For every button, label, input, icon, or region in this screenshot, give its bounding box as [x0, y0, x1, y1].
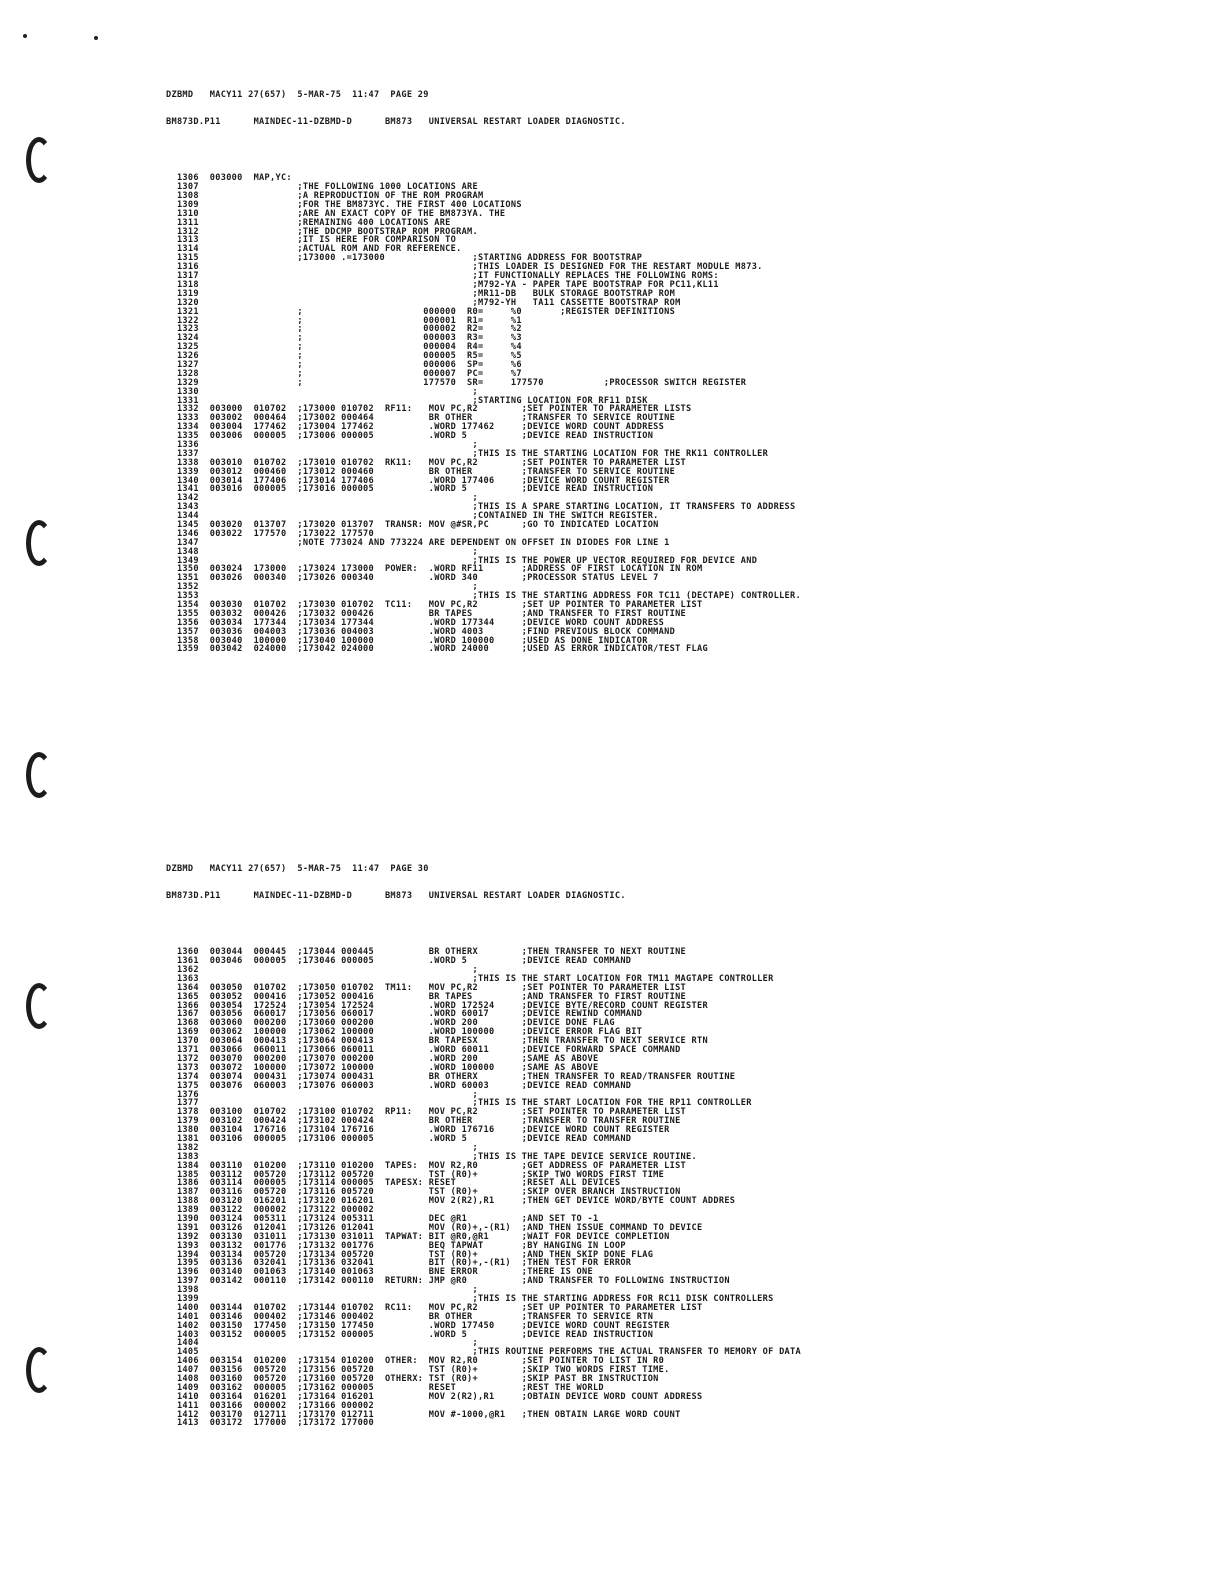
- listing-line: 1306 003000 MAP,YC:: [166, 173, 292, 184]
- listing-line: 1402 003150 177450 ;173150 177450 .WORD 177450 ;DEVICE WORD COUNT REGISTER: [166, 1320, 670, 1331]
- listing-line: 1322 ; 000001 R1= %1: [166, 315, 522, 326]
- listing-line: 1377 ;THIS IS THE START LOCATION FOR THE RP11 CONTROLLER: [166, 1098, 752, 1109]
- listing-line: 1400 003144 010702 ;173144 010702 RC11: MOV PC,R2 ;SET UP POINTER TO PARAMETER LIST: [166, 1302, 703, 1313]
- listing-line: 1383 ;THIS IS THE TAPE DEVICE SERVICE ROUTINE.: [166, 1151, 697, 1162]
- listing-line: 1325 ; 000004 R4= %4: [166, 342, 522, 353]
- listing-line: 1404 ;: [166, 1338, 479, 1349]
- listing-line: 1356 003034 177344 ;173034 177344 .WORD 177344 ;DEVICE WORD COUNT ADDRESS: [166, 617, 665, 628]
- listing-line: 1318 ;M792-YA - PAPER TAPE BOOTSTRAP FOR PC11,KL11: [166, 279, 719, 290]
- listing-line: 1336 ;: [166, 439, 479, 450]
- listing-line: 1367 003056 060017 ;173056 060017 .WORD 60017 ;DEVICE REWIND COMMAND: [166, 1009, 643, 1020]
- listing-line: 1386 003114 000005 ;173114 000005 TAPESX: RESET ;RESET ALL DEVICES: [166, 1178, 621, 1189]
- listing-line: 1391 003126 012041 ;173126 012041 MOV (R0)+,-(R1) ;AND THEN ISSUE COMMAND TO DEVICE: [166, 1222, 703, 1233]
- listing-page-30: [166, 847, 1206, 1437]
- page-header-line-1: DZBMD MACY11 27(657) 5-MAR-75 11:47 PAGE 30: [166, 863, 429, 874]
- listing-line: 1346 003022 177570 ;173022 177570: [166, 528, 375, 539]
- listing-line: 1328 ; 000007 PC= %7: [166, 368, 522, 379]
- listing-line: 1332 003000 010702 ;173000 010702 RF11: MOV PC,R2 ;SET POINTER TO PARAMETER LISTS: [166, 404, 692, 415]
- speck-mark: [23, 34, 27, 38]
- page-header-line-2: BM873D.P11 MAINDEC-11-DZBMD-D BM873 UNIVERSAL RESTART LOADER DIAGNOSTIC.: [166, 117, 626, 128]
- listing-line: 1368 003060 000200 ;173060 000200 .WORD 200 ;DEVICE DONE FLAG: [166, 1018, 615, 1029]
- listing-line: 1387 003116 005720 ;173116 005720 TST (R0)+ ;SKIP OVER BRANCH INSTRUCTION: [166, 1187, 681, 1198]
- listing-body: [166, 948, 1206, 1428]
- listing-line: 1398 ;: [166, 1285, 479, 1296]
- binder-hole-icon: [26, 137, 52, 183]
- listing-line: 1363 ;THIS IS THE START LOCATION FOR TM11 MAGTAPE CONTROLLER: [166, 973, 774, 984]
- listing-line: 1406 003154 010200 ;173154 010200 OTHER: MOV R2,R0 ;SET POINTER TO LIST IN R0: [166, 1356, 665, 1367]
- listing-line: 1390 003124 005311 ;173124 005311 DEC @R1 ;AND SET TO -1: [166, 1213, 599, 1224]
- listing-line: 1320 ;M792-YH TA11 CASSETTE BOOTSTRAP ROM: [166, 297, 681, 308]
- listing-line: 1378 003100 010702 ;173100 010702 RP11: MOV PC,R2 ;SET POINTER TO PARAMETER LIST: [166, 1107, 687, 1118]
- listing-line: 1384 003110 010200 ;173110 010200 TAPES: MOV R2,R0 ;GET ADDRESS OF PARAMETER LIST: [166, 1160, 687, 1171]
- listing-line: 1412 003170 012711 ;173170 012711 MOV #-1000,@R1 ;THEN OBTAIN LARGE WORD COUNT: [166, 1409, 681, 1420]
- listing-line: 1392 003130 031011 ;173130 031011 TAPWAT: BIT @R0,@R1 ;WAIT FOR DEVICE COMPLETION: [166, 1231, 670, 1242]
- speck-mark: [94, 36, 98, 40]
- listing-line: 1344 ;CONTAINED IN THE SWITCH REGISTER.: [166, 511, 659, 522]
- listing-line: 1330 ;: [166, 386, 479, 397]
- listing-line: 1312 ;THE DDCMP BOOTSTRAP ROM PROGRAM.: [166, 226, 479, 237]
- listing-line: 1375 003076 060003 ;173076 060003 .WORD 60003 ;DEVICE READ COMMAND: [166, 1080, 632, 1091]
- listing-line: 1327 ; 000006 SP= %6: [166, 359, 522, 370]
- listing-line: 1309 ;FOR THE BM873YC. THE FIRST 400 LOCATIONS: [166, 199, 522, 210]
- page-header-line-1: DZBMD MACY11 27(657) 5-MAR-75 11:47 PAGE 29: [166, 89, 429, 100]
- listing-line: 1338 003010 010702 ;173010 010702 RK11: MOV PC,R2 ;SET POINTER TO PARAMETER LIST: [166, 457, 687, 468]
- listing-line: 1385 003112 005720 ;173112 005720 TST (R0)+ ;SKIP TWO WORDS FIRST TIME: [166, 1169, 665, 1180]
- listing-line: 1403 003152 000005 ;173152 000005 .WORD 5 ;DEVICE READ INSTRUCTION: [166, 1329, 654, 1340]
- listing-line: 1315 ;173000 .=173000 ;STARTING ADDRESS FOR BOOTSTRAP: [166, 253, 643, 264]
- listing-line: 1408 003160 005720 ;173160 005720 OTHERX: TST (R0)+ ;SKIP PAST BR INSTRUCTION: [166, 1374, 659, 1384]
- listing-line: 1314 ;ACTUAL ROM AND FOR REFERENCE.: [166, 244, 462, 255]
- listing-line: 1341 003016 000005 ;173016 000005 .WORD 5 ;DEVICE READ INSTRUCTION: [166, 484, 654, 495]
- binder-hole-icon: [26, 520, 52, 566]
- listing-line: 1355 003032 000426 ;173032 000426 BR TAPES ;AND TRANSFER TO FIRST ROUTINE: [166, 608, 687, 619]
- listing-line: 1389 003122 000002 ;173122 000002: [166, 1205, 375, 1216]
- listing-line: 1334 003004 177462 ;173004 177462 .WORD 177462 ;DEVICE WORD COUNT ADDRESS: [166, 422, 665, 433]
- listing-line: 1365 003052 000416 ;173052 000416 BR TAPES ;AND TRANSFER TO FIRST ROUTINE: [166, 991, 687, 1002]
- listing-line: 1326 ; 000005 R5= %5: [166, 351, 522, 362]
- listing-line: 1337 ;THIS IS THE STARTING LOCATION FOR THE RK11 CONTROLLER: [166, 448, 769, 459]
- listing-line: 1354 003030 010702 ;173030 010702 TC11: MOV PC,R2 ;SET UP POINTER TO PARAMETER LIST: [166, 600, 703, 610]
- listing-line: 1379 003102 000424 ;173102 000424 BR OTHER ;TRANSFER TO TRANSFER ROUTINE: [166, 1116, 681, 1127]
- listing-line: 1358 003040 100000 ;173040 100000 .WORD 100000 ;USED AS DONE INDICATOR: [166, 635, 648, 646]
- listing-line: 1321 ; 000000 R0= %0 ;REGISTER DEFINITIONS: [166, 306, 676, 317]
- listing-line: 1366 003054 172524 ;173054 172524 .WORD 172524 ;DEVICE BYTE/RECORD COUNT REGISTER: [166, 1000, 708, 1011]
- binder-hole-icon: [26, 983, 52, 1029]
- listing-line: 1373 003072 100000 ;173072 100000 .WORD 100000 ;SAME AS ABOVE: [166, 1062, 599, 1073]
- listing-line: 1313 ;IT IS HERE FOR COMPARISON TO: [166, 235, 457, 246]
- listing-line: 1359 003042 024000 ;173042 024000 .WORD 24000 ;USED AS ERROR INDICATOR/TEST FLAG: [166, 644, 708, 655]
- listing-line: 1362 ;: [166, 965, 479, 976]
- listing-line: 1329 ; 177570 SR= 177570 ;PROCESSOR SWITCH REGISTER: [166, 377, 747, 388]
- listing-line: 1348 ;: [166, 546, 479, 557]
- listing-line: 1310 ;ARE AN EXACT COPY OF THE BM873YA. THE: [166, 208, 506, 219]
- listing-line: 1349 ;THIS IS THE POWER UP VECTOR REQUIRED FOR DEVICE AND: [166, 555, 758, 566]
- listing-line: 1393 003132 001776 ;173132 001776 BEQ TAPWAT ;BY HANGING IN LOOP: [166, 1240, 626, 1251]
- listing-line: 1370 003064 000413 ;173064 000413 BR TAPESX ;THEN TRANSFER TO NEXT SERVICE RTN: [166, 1036, 708, 1047]
- listing-line: 1405 ;THIS ROUTINE PERFORMS THE ACTUAL TRANSFER TO MEMORY OF DATA: [166, 1347, 801, 1358]
- listing-line: 1413 003172 177000 ;173172 177000: [166, 1418, 375, 1429]
- listing-page-29: [166, 73, 1206, 663]
- listing-line: 1409 003162 000005 ;173162 000005 RESET ;REST THE WORLD: [166, 1382, 604, 1393]
- binder-hole-icon: [26, 752, 52, 798]
- listing-line: 1395 003136 032041 ;173136 032041 BIT (R0)+,-(R1) ;THEN TEST FOR ERROR: [166, 1258, 632, 1269]
- listing-line: 1410 003164 016201 ;173164 016201 MOV 2(R2),R1 ;OBTAIN DEVICE WORD COUNT ADDRESS: [166, 1391, 703, 1402]
- listing-line: 1369 003062 100000 ;173062 100000 .WORD 100000 ;DEVICE ERROR FLAG BIT: [166, 1027, 643, 1038]
- listing-line: 1382 ;: [166, 1142, 479, 1153]
- listing-line: 1394 003134 005720 ;173134 005720 TST (R0)+ ;AND THEN SKIP DONE FLAG: [166, 1249, 654, 1260]
- listing-line: 1357 003036 004003 ;173036 004003 .WORD 4003 ;FIND PREVIOUS BLOCK COMMAND: [166, 626, 676, 637]
- listing-line: 1324 ; 000003 R3= %3: [166, 333, 522, 344]
- listing-line: 1308 ;A REPRODUCTION OF THE ROM PROGRAM: [166, 191, 484, 202]
- listing-line: 1345 003020 013707 ;173020 013707 TRANSR: MOV @#SR,PC ;GO TO INDICATED LOCATION: [166, 519, 659, 530]
- listing-line: 1411 003166 000002 ;173166 000002: [166, 1400, 375, 1411]
- listing-line: 1316 ;THIS LOADER IS DESIGNED FOR THE RESTART MODULE M873.: [166, 262, 763, 273]
- listing-line: 1399 ;THIS IS THE STARTING ADDRESS FOR RC11 DISK CONTROLLERS: [166, 1293, 774, 1304]
- listing-line: 1371 003066 060011 ;173066 060011 .WORD 60011 ;DEVICE FORWARD SPACE COMMAND: [166, 1045, 681, 1056]
- listing-line: 1323 ; 000002 R2= %2: [166, 324, 522, 335]
- listing-line: 1360 003044 000445 ;173044 000445 BR OTHERX ;THEN TRANSFER TO NEXT ROUTINE: [166, 947, 687, 958]
- listing-line: 1372 003070 000200 ;173070 000200 .WORD 200 ;SAME AS ABOVE: [166, 1053, 599, 1064]
- listing-line: 1317 ;IT FUNCTIONALLY REPLACES THE FOLLOWING ROMS:: [166, 271, 719, 282]
- listing-line: 1350 003024 173000 ;173024 173000 POWER: .WORD RF11 ;ADDRESS OF FIRST LOCATION IN ROM: [166, 564, 703, 575]
- page-header-line-2: BM873D.P11 MAINDEC-11-DZBMD-D BM873 UNIVERSAL RESTART LOADER DIAGNOSTIC.: [166, 891, 626, 902]
- listing-line: 1374 003074 000431 ;173074 000431 BR OTHERX ;THEN TRANSFER TO READ/TRANSFER ROUTINE: [166, 1071, 736, 1082]
- listing-line: 1381 003106 000005 ;173106 000005 .WORD 5 ;DEVICE READ COMMAND: [166, 1133, 632, 1144]
- listing-line: 1361 003046 000005 ;173046 000005 .WORD 5 ;DEVICE READ COMMAND: [166, 956, 632, 967]
- listing-line: 1376 ;: [166, 1089, 479, 1100]
- listing-line: 1401 003146 000402 ;173146 000402 BR OTHER ;TRANSFER TO SERVICE RTN: [166, 1311, 654, 1322]
- listing-body: [166, 174, 1206, 654]
- listing-line: 1311 ;REMAINING 400 LOCATIONS ARE: [166, 217, 451, 228]
- listing-line: 1342 ;: [166, 493, 479, 504]
- listing-line: 1352 ;: [166, 582, 479, 593]
- listing-line: 1388 003120 016201 ;173120 016201 MOV 2(R2),R1 ;THEN GET DEVICE WORD/BYTE COUNT ADDRES: [166, 1196, 736, 1207]
- listing-line: 1347 ;NOTE 773024 AND 773224 ARE DEPENDENT ON OFFSET IN DIODES FOR LINE 1: [166, 537, 670, 548]
- listing-line: 1343 ;THIS IS A SPARE STARTING LOCATION, IT TRANSFERS TO ADDRESS: [166, 502, 796, 513]
- listing-line: 1396 003140 001063 ;173140 001063 BNE ERROR ;THERE IS ONE: [166, 1267, 593, 1278]
- listing-line: 1407 003156 005720 ;173156 005720 TST (R0)+ ;SKIP TWO WORDS FIRST TIME.: [166, 1365, 670, 1376]
- listing-line: 1339 003012 000460 ;173012 000460 BR OTHER ;TRANSFER TO SERVICE ROUTINE: [166, 466, 676, 477]
- listing-line: 1351 003026 000340 ;173026 000340 .WORD 340 ;PROCESSOR STATUS LEVEL 7: [166, 573, 659, 584]
- listing-line: 1364 003050 010702 ;173050 010702 TM11: MOV PC,R2 ;SET POINTER TO PARAMETER LIST: [166, 982, 687, 993]
- listing-line: 1333 003002 000464 ;173002 000464 BR OTHER ;TRANSFER TO SERVICE ROUTINE: [166, 413, 676, 424]
- listing-line: 1319 ;MR11-DB BULK STORAGE BOOTSTRAP ROM: [166, 288, 676, 299]
- binder-hole-icon: [26, 1347, 52, 1393]
- listing-line: 1331 ;STARTING LOCATION FOR RF11 DISK: [166, 395, 648, 406]
- listing-line: 1335 003006 000005 ;173006 000005 .WORD 5 ;DEVICE READ INSTRUCTION: [166, 431, 654, 442]
- listing-line: 1380 003104 176716 ;173104 176716 .WORD 176716 ;DEVICE WORD COUNT REGISTER: [166, 1125, 670, 1136]
- listing-line: 1397 003142 000110 ;173142 000110 RETURN: JMP @R0 ;AND TRANSFER TO FOLLOWING INSTRUCTION: [166, 1276, 730, 1287]
- listing-line: 1353 ;THIS IS THE STARTING ADDRESS FOR TC11 (DECTAPE) CONTROLLER.: [166, 591, 801, 602]
- listing-line: 1340 003014 177406 ;173014 177406 .WORD 177406 ;DEVICE WORD COUNT REGISTER: [166, 475, 670, 486]
- listing-line: 1307 ;THE FOLLOWING 1000 LOCATIONS ARE: [166, 182, 479, 193]
